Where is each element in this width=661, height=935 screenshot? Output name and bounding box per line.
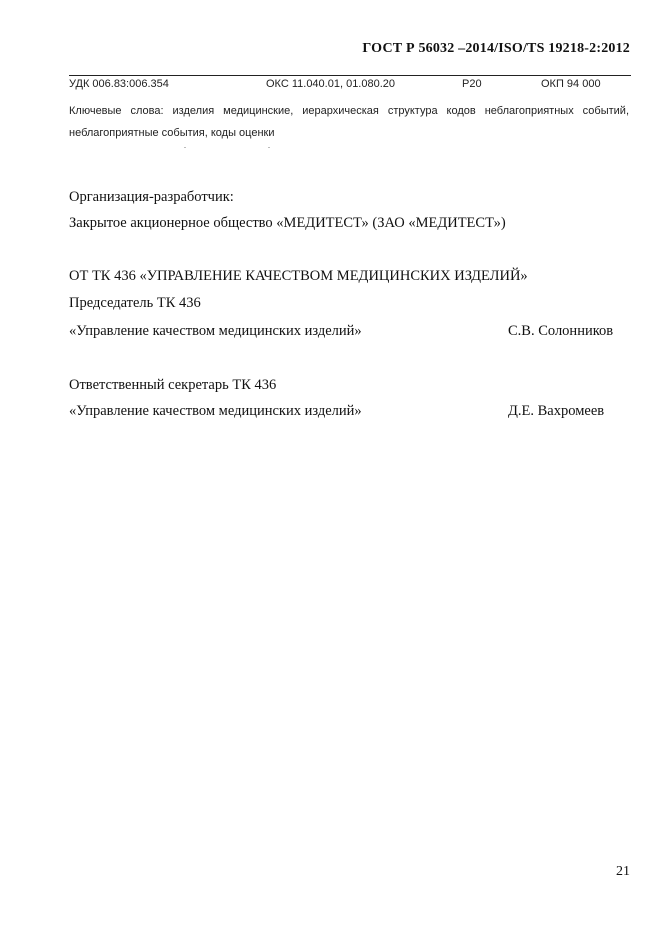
committee-title: ОТ ТК 436 «УПРАВЛЕНИЕ КАЧЕСТВОМ МЕДИЦИНСКИХ ИЗДЕЛИЙ» bbox=[69, 268, 528, 284]
chair-role: Председатель ТК 436 bbox=[69, 295, 201, 311]
udc-code: УДК 006.83:006.354 bbox=[69, 78, 169, 90]
group-code: Р20 bbox=[462, 78, 482, 90]
scan-speck bbox=[268, 147, 270, 148]
page-number: 21 bbox=[616, 864, 630, 879]
developer-label: Организация-разработчик: bbox=[69, 189, 234, 205]
standard-code-header: ГОСТ Р 56032 –2014/ISO/TS 19218-2:2012 bbox=[362, 41, 630, 56]
chair-person: С.В. Солонников bbox=[508, 323, 614, 339]
okp-code: ОКП 94 000 bbox=[541, 78, 601, 90]
developer-name: Закрытое акционерное общество «МЕДИТЕСТ» (ЗАО «МЕДИТЕСТ») bbox=[69, 215, 506, 231]
keywords-paragraph: Ключевые слова: изделия медицинские, иерархическая структура кодов неблагоприятных событий, неблагоприятные события, коды оценки bbox=[69, 105, 629, 139]
secretary-person: Д.Е. Вахромеев bbox=[508, 403, 605, 419]
classification-row bbox=[69, 75, 631, 92]
secretary-role: Ответственный секретарь ТК 436 bbox=[69, 377, 277, 393]
scan-speck bbox=[184, 147, 186, 148]
secretary-committee-name: «Управление качеством медицинских изделий» bbox=[69, 403, 362, 419]
chair-committee-name: «Управление качеством медицинских изделий» bbox=[69, 323, 362, 339]
oks-code: ОКС 11.040.01, 01.080.20 bbox=[266, 78, 396, 90]
